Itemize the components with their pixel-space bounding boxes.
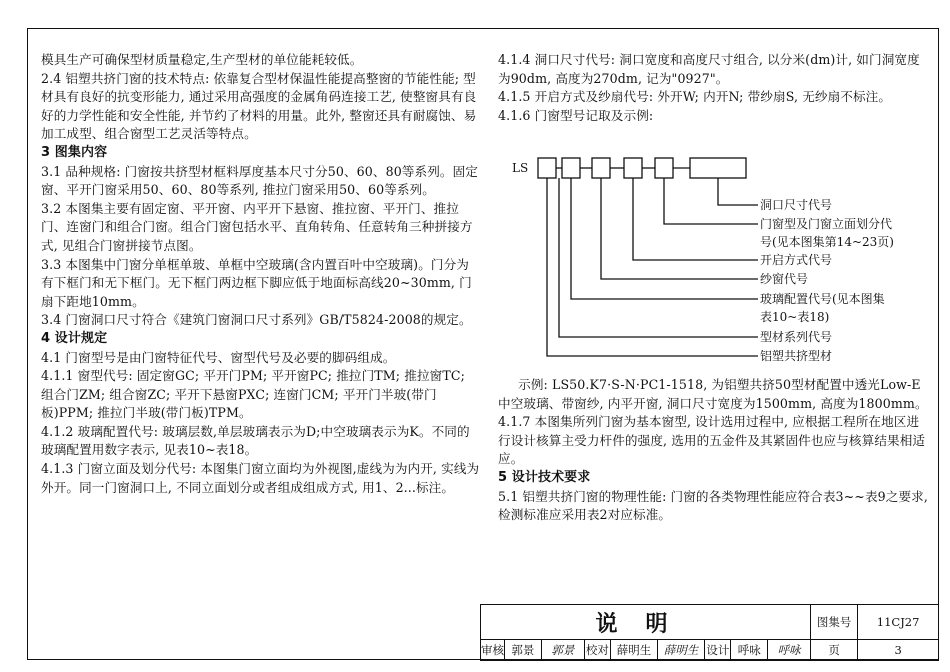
code-box [562,158,580,178]
atlas-label: 图集号 [811,605,858,640]
paragraph: 4.1.7 本图集所列门窗为基本窗型, 设计选用过程中, 应根据工程所在地区进行设计核算主受力杆件的强度, 选用的五金件及其紧固件也应与核算结果相适应。 [498,414,926,467]
paragraph: 3.4 门窗洞口尺寸符合《建筑门窗洞口尺寸系列》GB/T5824-2008的规定。 [41,312,472,328]
page-number: 3 [858,640,939,661]
design-signature: 呼咏 [768,640,811,661]
sheet-title-cell [481,605,811,640]
paragraph: 5.1 铝塑共挤门窗的物理性能: 门窗的各类物理性能应符合表3~~表9之要求, 检测标准应采用表2对应标准。 [498,488,928,523]
paragraph: 4.1.3 门窗立面及划分代号: 本图集门窗立面均为外视图,虚线为为内开, 实线为外开。同一门窗洞口上, 不同立面划分或者组成组成方式, 用1、2...标注。 [41,461,480,495]
code-prefix: LS [512,161,529,175]
title-block [480,604,939,660]
right-column-lower [498,376,930,525]
diagram-label: 开启方式代号 [760,253,833,267]
paragraph: 示例: LS50.K7·S-N·PC1-1518, 为铝塑共挤50型材配置中透光Low-E中空玻璃、带窗纱, 内平开窗, 洞口尺寸宽度为1500mm, 高度为1800mm。 [498,377,928,411]
section-heading: 3 图集内容 [41,144,108,160]
diagram-label: 铝塑共挤型材 [760,349,833,363]
section-heading: 4 设计规定 [41,330,108,346]
right-column [498,51,930,125]
paragraph: 4.1.6 门窗型号记取及示例: [498,107,654,123]
paragraph: 3.3 本图集中门窗分单框单玻、单框中空玻璃(含内置百叶中空玻璃)。门分为有下框门和无下框门。无下框门两边框下脚应低于地面标高线20~30mm, 门扇下距地10mm。 [41,256,472,309]
check-label: 校对 [584,640,610,661]
diagram-label: 玻璃配置代号(见本图集 [760,292,885,306]
paragraph: 2.4 铝塑共挤门窗的技术特点: 依靠复合型材保温性能提高整窗的节能性能; 型材具有良好的抗变形能力, 通过采用高强度的金属角码连接工艺, 使整窗具有良好的力学性能和安全性能, 并节约了材料的用量。此外, 整窗还具有耐腐蚀、易加工成型、组合窗型工艺灵活等特点。 [41,70,477,142]
paragraph: 4.1.2 玻璃配置代号: 玻璃层数,单层玻璃表示为D;中空玻璃表示为K。不同的玻璃配置用数字表示, 见表10~表18。 [41,423,470,458]
paragraph: 3.1 品种规格: 门窗按共挤型材框料厚度基本尺寸分50、60、80等系列。固定窗、平开门窗采用50、60、80等系列, 推拉门窗采用50、60等系列。 [41,163,478,198]
section-heading: 5 设计技术要求 [498,469,591,485]
code-box [624,158,642,178]
diagram-label: 表10~表18) [760,310,830,324]
code-box [538,158,556,178]
review-label: 审核 [481,640,505,661]
diagram-label: 纱窗代号 [760,272,809,286]
paragraph: 模具生产可确保型材质量稳定,生产型材的单位能耗较低。 [41,52,363,67]
diagram-label: 门窗型及门窗立面划分代 [760,217,893,231]
check-signature: 薛明生 [658,640,705,661]
code-boxes-and-leaders [498,148,930,370]
code-box [592,158,610,178]
design-label: 设计 [705,640,731,661]
atlas-number: 11CJ27 [858,605,939,640]
paragraph: 4.1.1 窗型代号: 固定窗GC; 平开门PM; 平开窗PC; 推拉门TM; 推拉窗TC; 组合门ZM; 组合窗ZC; 平开下悬窗PXC; 连窗门CM; 平开门半玻(带门板)PPM; 推拉门半玻(带门板)TPM。 [41,368,465,421]
code-box [655,158,673,178]
code-box [690,158,746,178]
sheet-title: 说明 [595,611,696,637]
paragraph: 4.1.4 洞口尺寸代号: 洞口宽度和高度尺寸组合, 以分米(dm)计, 如门洞宽度为90dm, 高度为270dm, 记为"0927"。 [498,52,920,86]
review-signature: 郭景 [541,640,584,661]
review-name: 郭景 [505,640,542,661]
check-name: 薛明生 [610,640,657,661]
diagram-label: 型材系列代号 [760,330,833,344]
paragraph: 4.1.5 开启方式及纱扇代号: 外开W; 内开N; 带纱扇S, 无纱扇不标注。 [498,89,892,105]
design-name: 呼咏 [731,640,768,661]
paragraph: 4.1 门窗型号是由门窗特征代号、窗型代号及必要的脚码组成。 [41,349,396,365]
page-label: 页 [811,640,858,661]
diagram-label: 号(见本图集第14~23页) [760,235,894,249]
left-column [41,51,481,497]
paragraph: 3.2 本图集主要有固定窗、平开窗、内平开下悬窗、推拉窗、平开门、推拉门、连窗门和组合门窗。组合门窗包括水平、直角转角、任意转角三种拼接方式, 见组合门窗拼接节点图。 [41,200,473,253]
diagram-label: 洞口尺寸代号 [760,198,833,212]
model-code-diagram [498,148,930,370]
